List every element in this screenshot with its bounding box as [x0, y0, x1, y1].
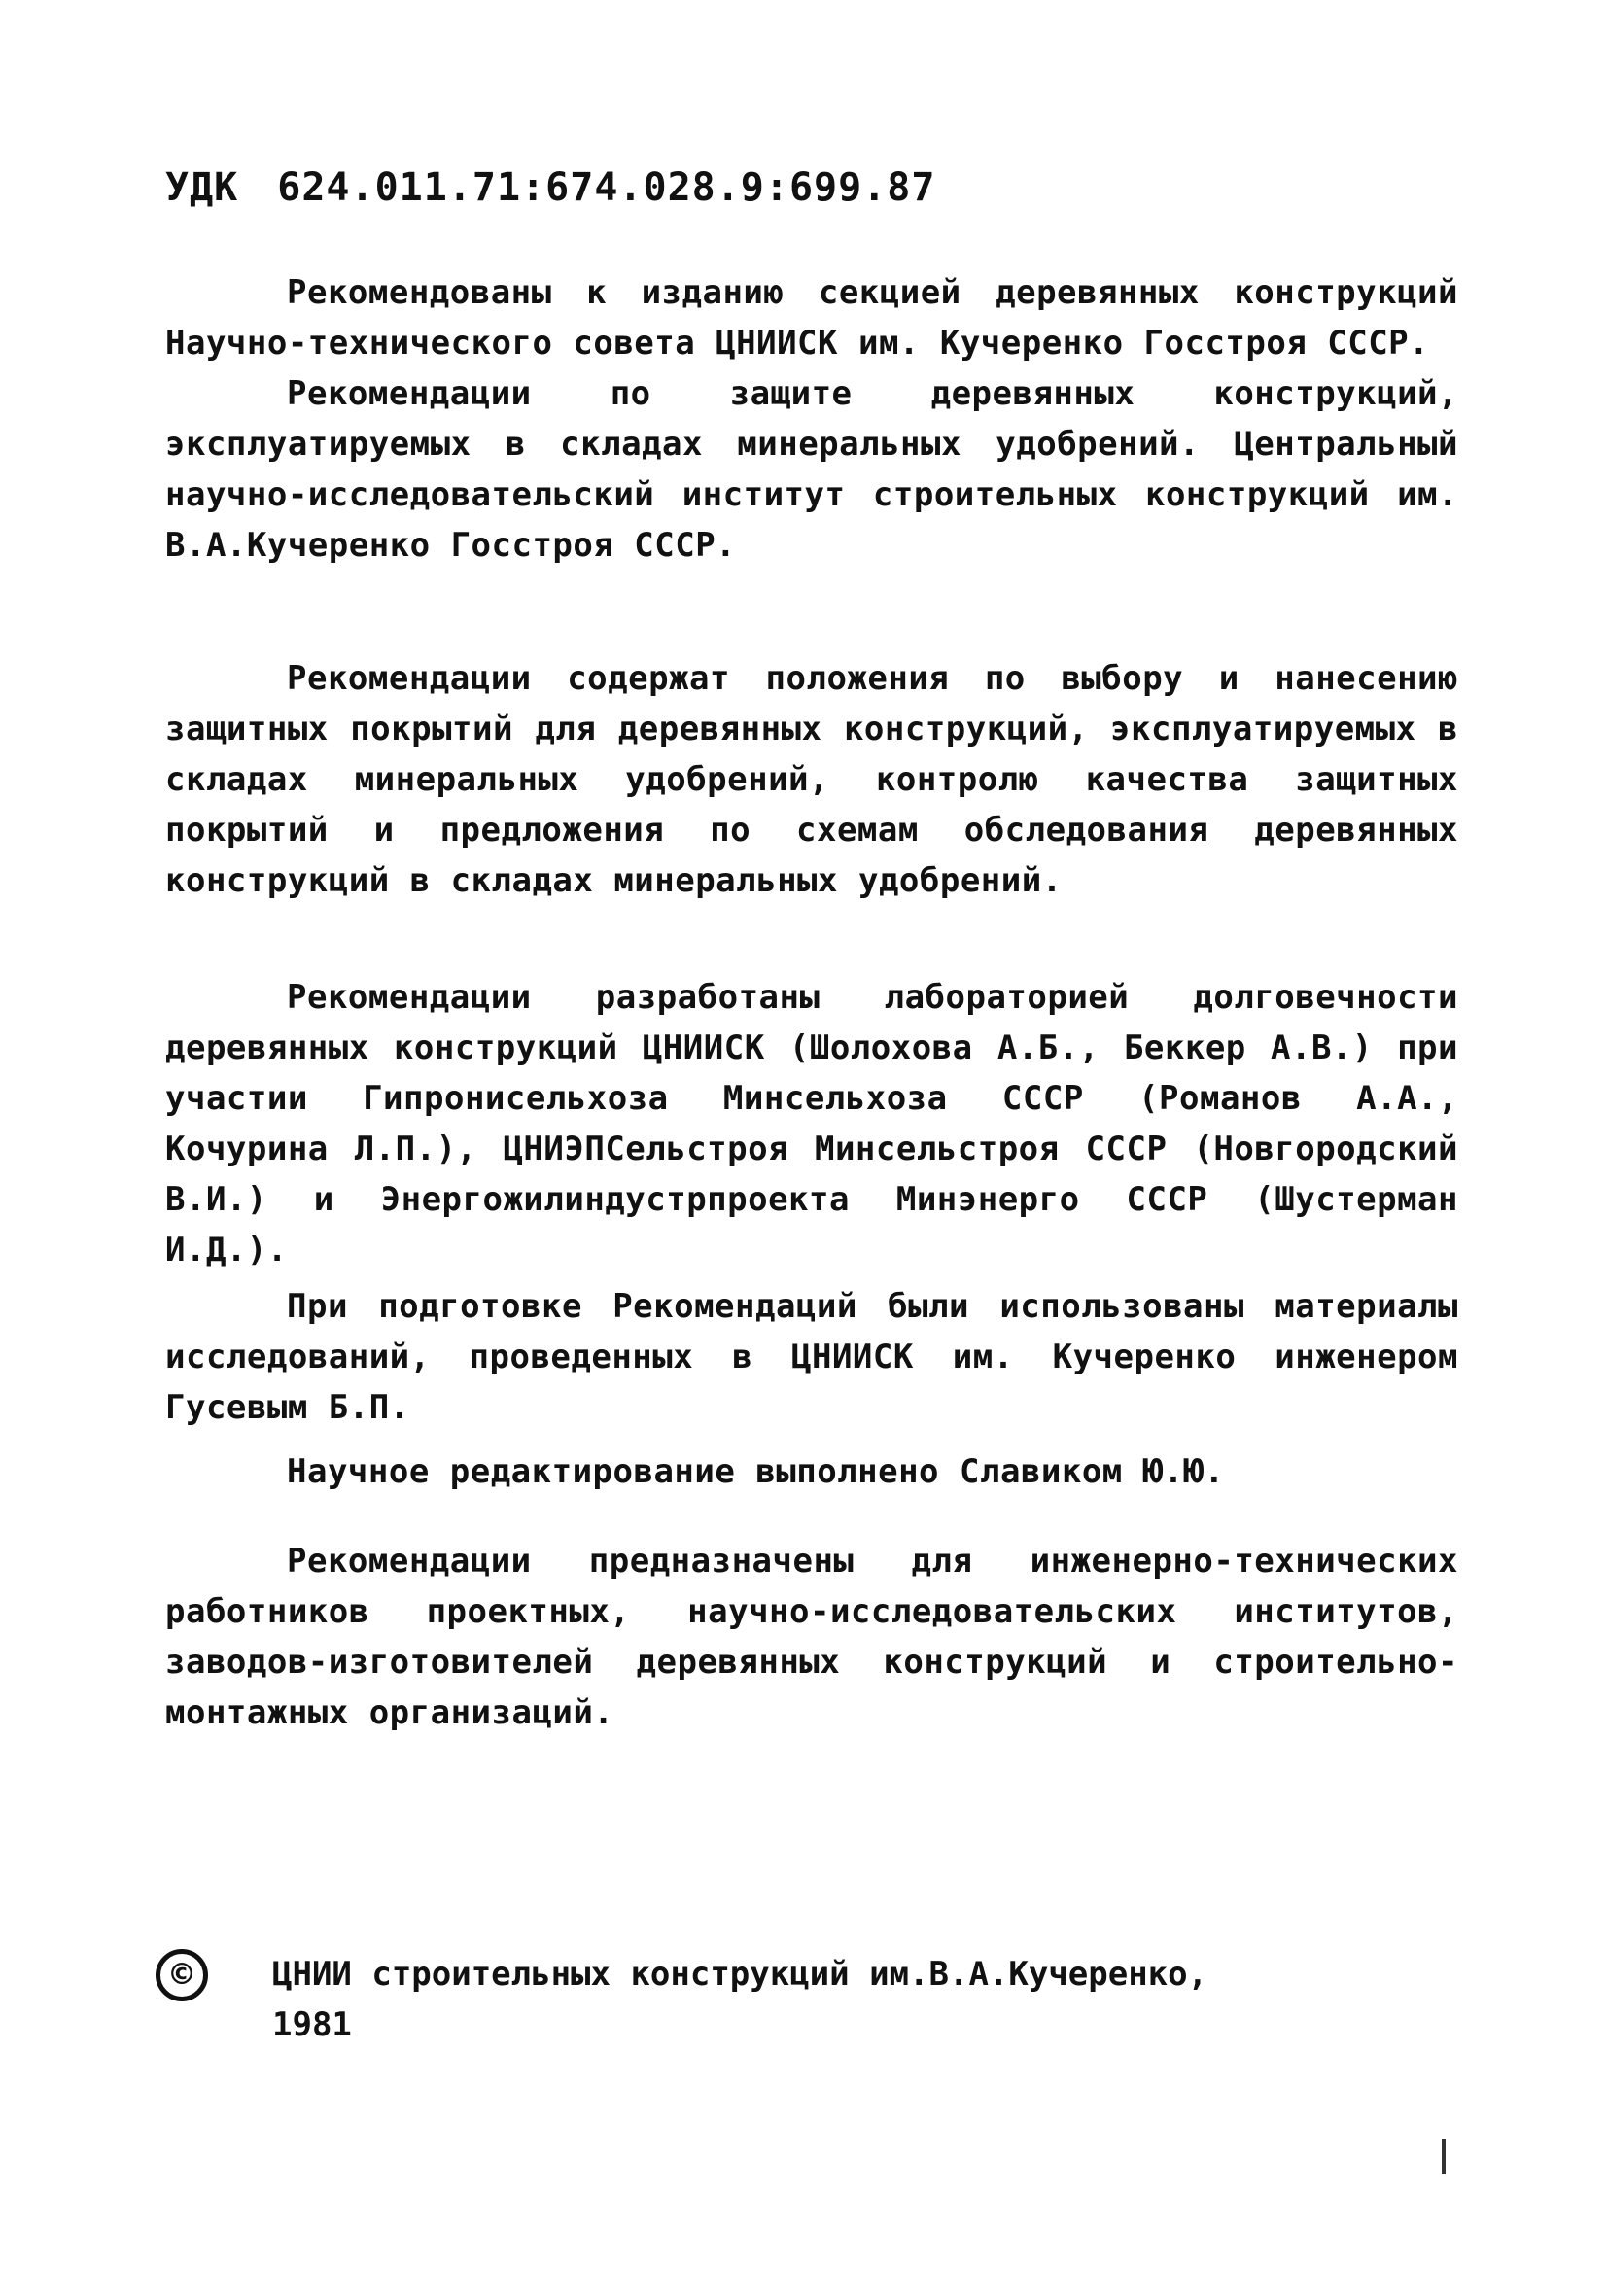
copyright-holder: ЦНИИ строительных конструкций им.В.А.Кучеренко,: [272, 1955, 1208, 1994]
audience-paragraph: Рекомендации предназначены для инженерно-технических работников проектных, научно-исследовательских институтов, заводов-изготовителей деревянных конструкций и строительно-монтажных организаций.: [165, 1542, 1458, 1732]
approval-block: [165, 267, 1458, 571]
authors-block: [165, 972, 1458, 1275]
udk-line: [165, 165, 935, 210]
editor-paragraph: Научное редактирование выполнено Славиком Ю.Ю.: [287, 1452, 1225, 1491]
materials-paragraph: При подготовке Рекомендаций были использованы материалы исследований, проведенных в ЦНИИСК им. Кучеренко инженером Гусевым Б.П.: [165, 1287, 1458, 1427]
abstract-block: [165, 653, 1458, 906]
margin-mark: [1442, 2139, 1446, 2174]
copyright-icon: ©: [156, 1949, 208, 2001]
copyright-text: [272, 1949, 1458, 2050]
udk-label: УДК: [165, 165, 239, 210]
copyright-year: 1981: [272, 2005, 352, 2044]
abstract-paragraph: Рекомендации содержат положения по выбору и нанесению защитных покрытий для деревянных конструкций, эксплуатируемых в складах минеральных удобрений, контролю качества защитных покрытий и предложения по схемам обследования деревянных конструкций в складах минеральных удобрений.: [165, 659, 1458, 900]
title-paragraph: Рекомендации по защите деревянных конструкций, эксплуатируемых в складах минеральных удобрений. Центральный научно-исследовательский институт строительных конструкций им. В.А.Кучеренко Госстроя СССР.: [165, 374, 1458, 565]
editor-block: [165, 1446, 1458, 1497]
authors-paragraph: Рекомендации разработаны лабораторией долговечности деревянных конструкций ЦНИИСК (Шолохова А.Б., Беккер А.В.) при участии Гипронисельхоза Минсельхоза СССР (Романов А.А., Кочурина Л.П.), ЦНИЭПСельстроя Минсельстроя СССР (Новгородский В.И.) и Энергожилиндустрпроекта Минэнерго СССР (Шустерман И.Д.).: [165, 978, 1458, 1270]
udk-code: 624.011.71:674.028.9:699.87: [277, 165, 936, 210]
materials-block: [165, 1281, 1458, 1433]
approval-paragraph: Рекомендованы к изданию секцией деревянных конструкций Научно-технического совета ЦНИИСК им. Кучеренко Госстроя СССР.: [165, 273, 1458, 363]
audience-block: [165, 1536, 1458, 1738]
